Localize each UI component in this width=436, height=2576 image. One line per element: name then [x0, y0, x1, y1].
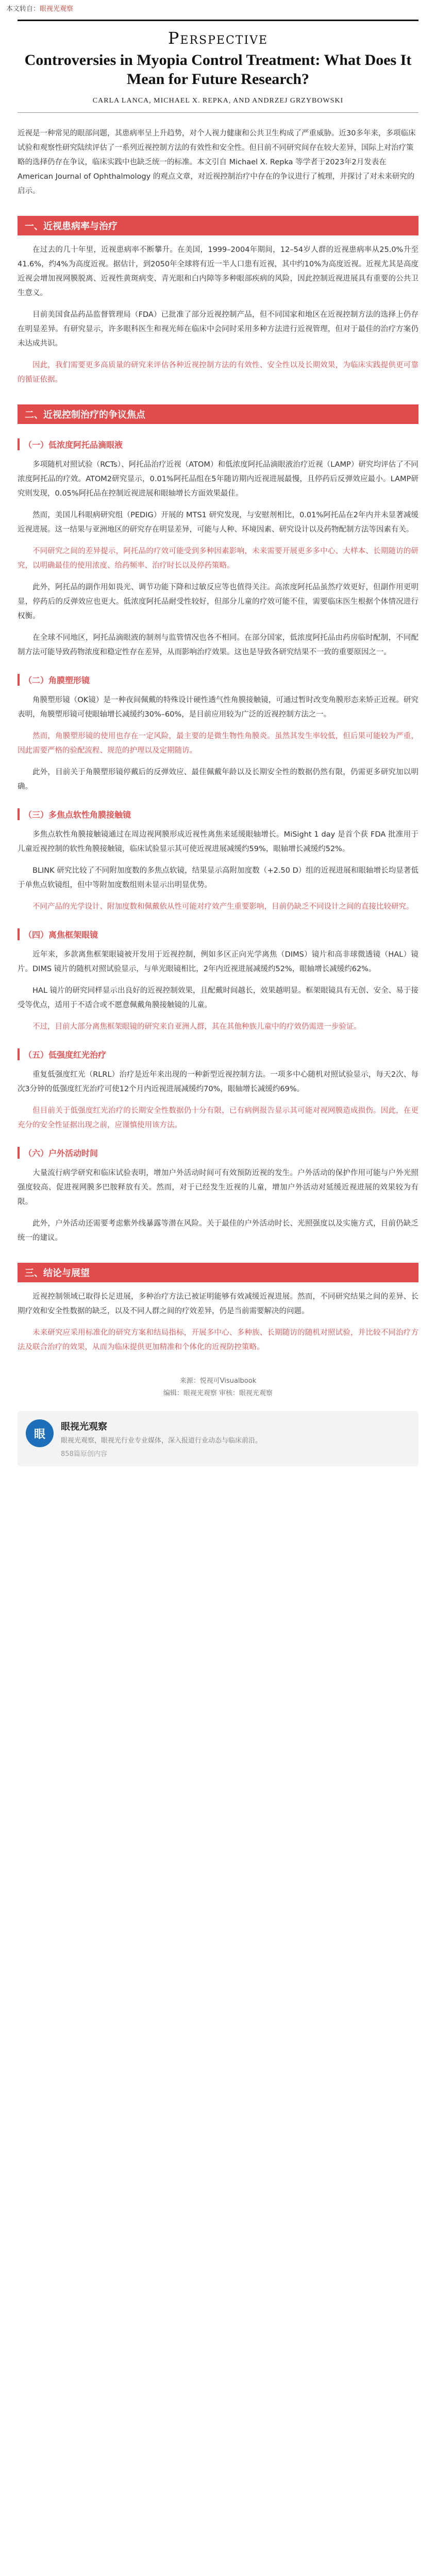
body-paragraph: BLINK 研究比较了不同附加度数的多焦点软镜，结果显示高附加度数（+2.50 D）组的近视进展和眼轴增长均显著低于单焦点软镜组，但中等附加度数组则未显示出明显优势。 [18, 867, 418, 890]
section-heading: 三、结论与展望 [18, 1263, 418, 1282]
footer-editor: 编辑：眼视光观察 审核：眼视光观察 [163, 1389, 273, 1398]
subsection-heading: （四）离焦框架眼镜 [18, 928, 418, 940]
highlight-paragraph: 因此，我们需要更多高质量的研究来评估各种近视控制方法的有效性、安全性以及长期效果，为临床实践提供更可靠的循证依据。 [18, 361, 418, 384]
article-footer [18, 1375, 418, 1400]
body-paragraph: 重复低强度红光（RLRL）治疗是近年来出现的一种新型近视控制方法。一项多中心随机对照试验显示，每天2次、每次3分钟的低强度红光治疗可使12个月内近视进展减缓约70%，眼轴增长减缓约69%。 [18, 1071, 418, 1094]
body-paragraph: 在全球不同地区，阿托品滴眼液的制剂与监管情况也各不相同。在部分国家，低浓度阿托品由药房临时配制，不同配制方法可能导致药物浓度和稳定性存在差异，从而影响治疗效果。这也是导致各研究结果不一致的重要原因之一。 [18, 634, 418, 657]
highlight-paragraph: 不过，目前大部分离焦框架眼镜的研究来自亚洲人群，其在其他种族儿童中的疗效仍需进一步验证。 [32, 1023, 361, 1031]
source-prefix: 本文转自： [6, 5, 40, 13]
body-paragraph: 此外，户外活动还需要考虑紫外线暴露等潜在风险。关于最佳的户外活动时长、光照强度以及实施方式，目前仍缺乏统一的建议。 [18, 1219, 418, 1243]
source-link[interactable]: 眼视光观察 [40, 5, 74, 13]
subsection-heading: （五）低强度红光治疗 [18, 1048, 418, 1060]
account-info [61, 1419, 262, 1458]
body-paragraph: 近年来，多款离焦框架眼镜被开发用于近视控制，例如多区正向光学离焦（DIMS）镜片和高非球微透镜（HAL）镜片。DIMS 镜片的随机对照试验显示，与单光眼镜相比，2年内近视进展减缓约52%，眼轴增长减缓约62%。 [18, 951, 418, 974]
body-paragraph: 在过去的几十年里，近视患病率不断攀升。在美国，1999–2004年期间，12–54岁人群的近视患病率从25.0%升至41.6%，约4%为高度近视。据估计，到2050年全球将有近一半人口患有近视，其中约10%为高度近视。近视尤其是高度近视会增加视网膜脱离、近视性黄斑病变、青光眼和白内障等多种眼部疾病的风险，因此控制近视进展具有重要的公共卫生意义。 [18, 246, 418, 298]
highlight-paragraph: 但目前关于低强度红光治疗的长期安全性数据仍十分有限，已有病例报告显示其可能对视网膜造成损伤。因此，在更充分的安全性证据出现之前，应谨慎使用该方法。 [18, 1107, 418, 1130]
subsection-heading: （六）户外活动时间 [18, 1147, 418, 1159]
paper-authors: CARLA LANCA, MICHAEL X. REPKA, AND ANDRZEJ GRZYBOWSKI [92, 97, 344, 105]
perspective-label: Perspective [167, 28, 269, 48]
article-body [0, 216, 436, 1354]
body-paragraph: 目前美国食品药品监督管理局（FDA）已批准了部分近视控制产品，但不同国家和地区在近视控制方法的选择上仍存在明显差异。有研究显示，许多眼科医生和视光师在临床中会同时采用多种方法进行近视管理，但对于最佳的治疗方案仍未达成共识。 [18, 311, 418, 348]
body-paragraph: 多项随机对照试验（RCTs）、阿托品治疗近视（ATOM）和低浓度阿托品滴眼液治疗近视（LAMP）研究均评估了不同浓度阿托品的疗效。ATOM2研究显示，0.01%阿托品组在5年随访期内近视进展最慢，且停药后反弹效应最小。LAMP研究则发现，0.05%阿托品在控制近视进展和眼轴增长方面效果最佳。 [18, 461, 418, 498]
paper-title: Controversies in Myopia Control Treatment: What Does It Mean for Future Research? [24, 52, 412, 88]
body-paragraph: HAL 镜片的研究同样显示出良好的近视控制效果，且配戴时间越长，效果越明显。框架眼镜具有无创、安全、易于接受等优点，适用于不适合或不愿意佩戴角膜接触镜的儿童。 [18, 987, 418, 1010]
subsection-heading: （一）低浓度阿托品滴眼液 [18, 438, 418, 450]
body-paragraph: 此外，目前关于角膜塑形镜停戴后的反弹效应、最佳佩戴年龄以及长期安全性的数据仍然有限，仍需更多研究加以明确。 [18, 768, 418, 791]
account-description: 眼视光观察，眼视光行业专业媒体，深入报道行业动态与临床前沿。 [61, 1437, 262, 1445]
subsection-heading: （二）角膜塑形镜 [18, 674, 418, 686]
account-name: 眼视光观察 [61, 1421, 107, 1433]
avatar: 眼 [26, 1419, 54, 1447]
highlight-paragraph: 不同研究之间的差异提示，阿托品的疗效可能受到多种因素影响，未来需要开展更多多中心、大样本、长期随访的研究，以明确最佳的使用浓度、给药频率、治疗时长以及停药策略。 [18, 547, 418, 570]
body-paragraph: 多焦点软性角膜接触镜通过在周边视网膜形成近视性离焦来延缓眼轴增长。MiSight 1 day 是首个获 FDA 批准用于儿童近视控制的软性角膜接触镜，临床试验显示其可使近视进展减缓约59%，眼轴增长减缓约52%。 [18, 831, 418, 854]
highlight-paragraph: 不同产品的光学设计、附加度数和佩戴依从性可能对疗效产生重要影响，目前仍缺乏不同设计之间的直接比较研究。 [32, 903, 414, 911]
account-meta: 858篇原创内容 [61, 1450, 107, 1459]
subsection-heading: （三）多焦点软性角膜接触镜 [18, 808, 418, 820]
body-paragraph: 此外，阿托品的副作用如畏光、调节功能下降和过敏反应等也值得关注。高浓度阿托品虽然疗效更好，但副作用更明显，停药后的反弹效应也更大。低浓度阿托品耐受性较好，但部分儿童的疗效可能不佳，需要临床医生根据个体情况进行权衡。 [18, 583, 418, 621]
source-bar [0, 0, 436, 18]
paper-header [18, 20, 418, 113]
body-paragraph: 然而，美国儿科眼病研究组（PEDIG）开展的 MTS1 研究发现，与安慰剂相比，0.01%阿托品在2年内并未显著减缓近视进展。这一结果与亚洲地区的研究存在明显差异，可能与人种、环境因素、研究设计以及药物配制方法等因素有关。 [18, 511, 418, 534]
highlight-paragraph: 未来研究应采用标准化的研究方案和结局指标，开展多中心、多种族、长期随访的随机对照试验，并比较不同治疗方法及联合治疗的效果，从而为临床提供更加精准和个体化的近视防控策略。 [18, 1329, 418, 1352]
body-paragraph: 近视控制领域已取得长足进展，多种治疗方法已被证明能够有效减缓近视进展。然而，不同研究结果之间的差异、长期疗效和安全性数据的缺乏，以及不同人群之间的疗效差异，仍是当前需要解决的问题。 [18, 1293, 418, 1316]
section-heading: 二、近视控制治疗的争议焦点 [18, 404, 418, 424]
section-heading: 一、近视患病率与治疗 [18, 216, 418, 235]
highlight-paragraph: 然而，角膜塑形镜的使用也存在一定风险，最主要的是微生物性角膜炎。虽然其发生率较低，但后果可能较为严重，因此需要严格的验配流程、规范的护理以及定期随访。 [18, 732, 418, 755]
footer-source: 来源：悦视可Visualbook [179, 1377, 257, 1385]
body-paragraph: 大量流行病学研究和临床试验表明，增加户外活动时间可有效预防近视的发生。户外活动的保护作用可能与户外光照强度较高、促进视网膜多巴胺释放有关。然而，对于已经发生近视的儿童，增加户外活动对延缓近视进展的效果较为有限。 [18, 1169, 418, 1207]
body-paragraph: 角膜塑形镜（OK镜）是一种夜间佩戴的特殊设计硬性透气性角膜接触镜，可通过暂时改变角膜形态来矫正近视。研究表明，角膜塑形镜可使眼轴增长减缓约30%–60%，是目前应用较为广泛的近视控制方法之一。 [18, 696, 418, 719]
account-card[interactable] [18, 1411, 418, 1466]
intro-paragraph: 近视是一种常见的眼部问题，其患病率呈上升趋势，对个人视力健康和公共卫生构成了严重威胁。近30多年来，多项临床试验和观察性研究陆续评估了一系列近视控制方法的有效性和安全性。但目前不同研究间存在较大差异，国际上对治疗策略的选择仍存在争议，临床实践中也缺乏统一的标准。本文引自 Michael X. Repka 等学者于2023年2月发表在 American Journal of Ophthalmology 的观点文章，对近视控制治疗中存在的争议进行了梳理，并探讨了对未来研究的启示。 [18, 129, 416, 196]
